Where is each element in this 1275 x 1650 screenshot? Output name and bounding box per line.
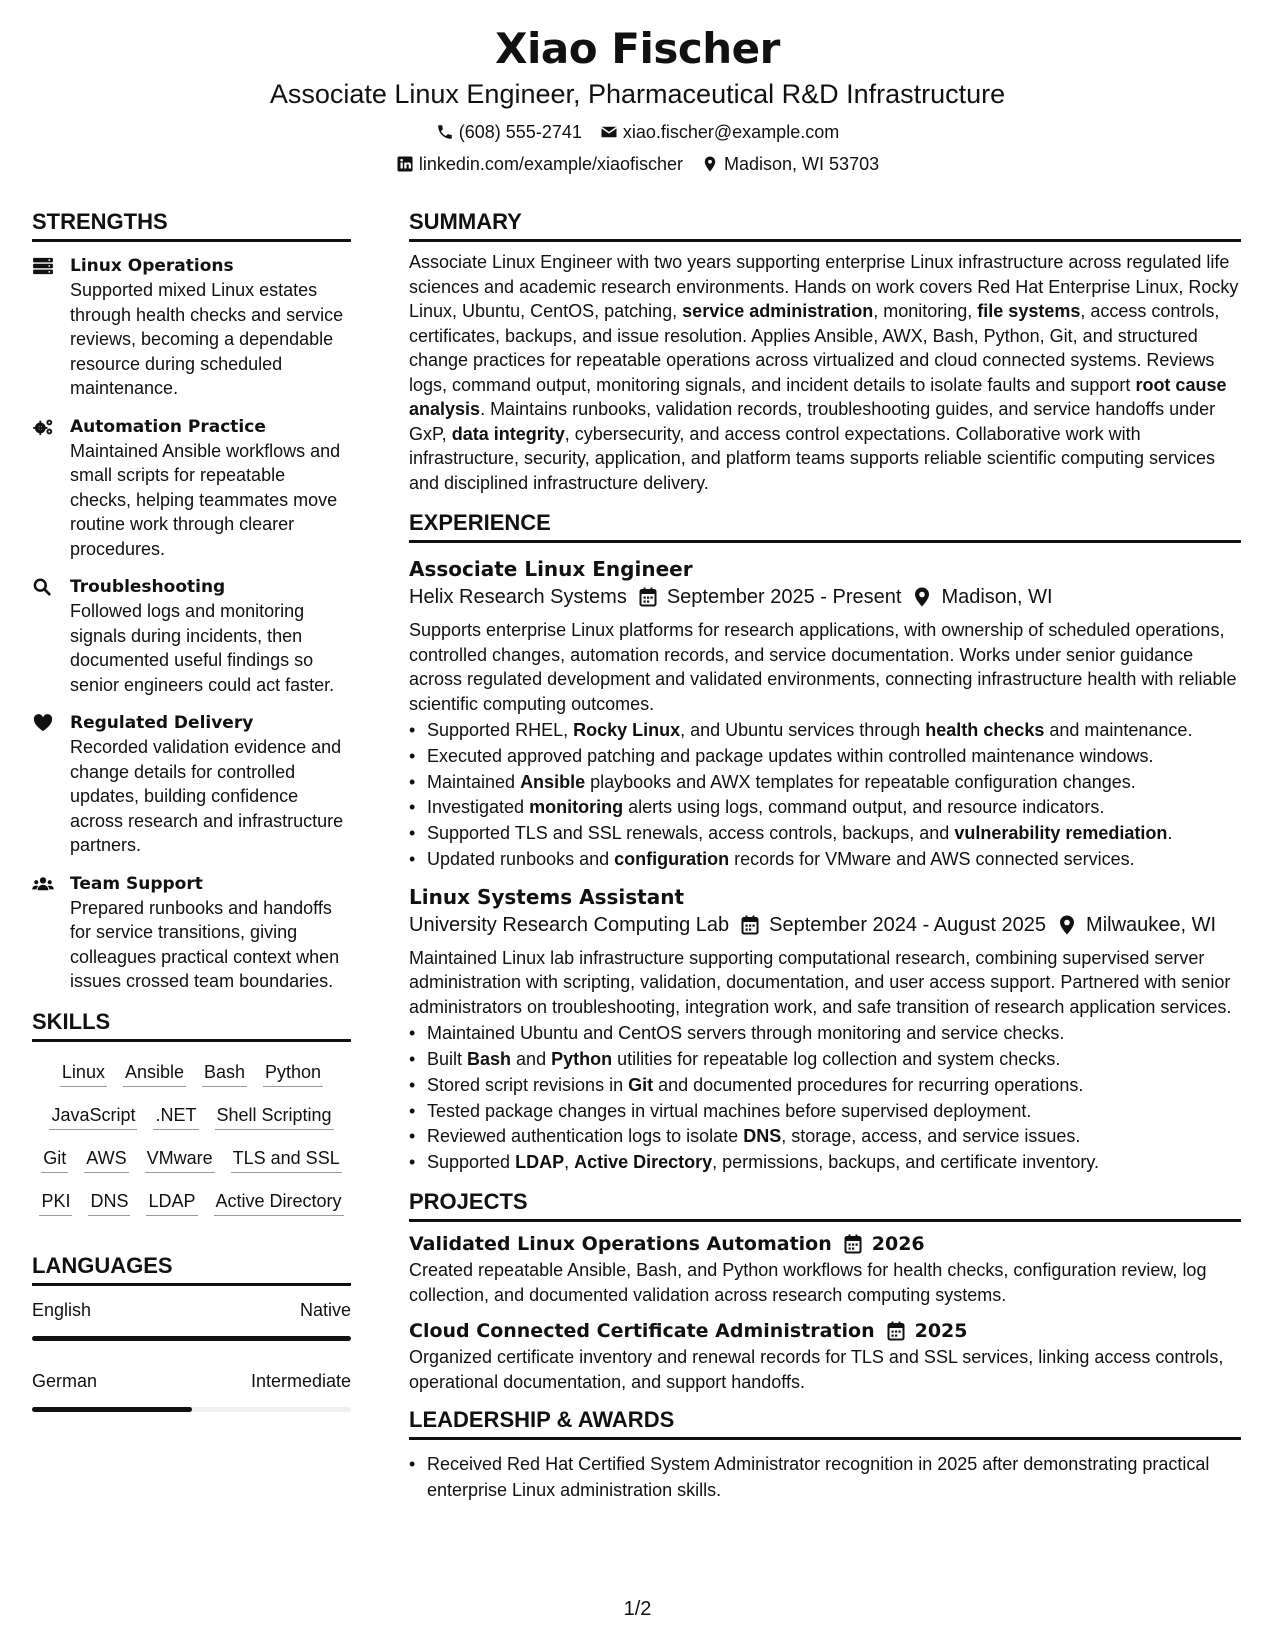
project-entry bbox=[409, 1317, 1241, 1394]
text-run: Associate Linux Engineer with two years supporting enterprise Linux infrastructure across regulated life sciences and academic research environments. Hands on work covers Red Hat Enterprise Linux, Rocky Linux, Ubuntu, CentOS, patching, bbox=[409, 252, 1239, 321]
page-number: 1/2 bbox=[623, 1598, 652, 1620]
calendar-icon bbox=[741, 915, 759, 935]
skill-tag: Ansible bbox=[123, 1060, 186, 1087]
bold-keyword: file systems bbox=[977, 301, 1081, 321]
job-bullet bbox=[409, 1124, 1241, 1150]
strength-desc: Prepared runbooks and handoffs for service transitions, giving colleagues practical context when issues crossed team boundaries. bbox=[70, 897, 340, 991]
project-year-text: 2025 bbox=[914, 1320, 968, 1343]
text-run: Executed approved patching and package updates within controlled maintenance windows. bbox=[427, 745, 1154, 766]
gears-icon bbox=[32, 415, 58, 562]
skill-tag: PKI bbox=[39, 1189, 72, 1216]
skill-tag: AWS bbox=[84, 1146, 128, 1173]
summary-heading: SUMMARY bbox=[409, 208, 1241, 242]
text-run: alerts using logs, command output, and resource indicators. bbox=[623, 797, 1105, 818]
skill-row bbox=[32, 1189, 351, 1216]
job-bullet bbox=[409, 847, 1241, 873]
job-company: University Research Computing Lab bbox=[409, 913, 730, 936]
job-dates-text: September 2024 - August 2025 bbox=[769, 913, 1047, 936]
skill-tag: Python bbox=[263, 1060, 323, 1087]
job-dates-text: September 2025 - Present bbox=[666, 586, 902, 608]
strengths-list bbox=[32, 254, 351, 994]
skills-list bbox=[32, 1054, 351, 1216]
skill-tag: DNS bbox=[88, 1189, 130, 1216]
strength-desc: Supported mixed Linux estates through health checks and service reviews, becoming a dependable resource during scheduled maintenance. bbox=[70, 280, 344, 398]
job-meta bbox=[409, 911, 1241, 939]
text-run: Reviewed authentication logs to isolate bbox=[427, 1126, 744, 1147]
right-column bbox=[409, 208, 1241, 1504]
project-year bbox=[887, 1317, 968, 1345]
summary-text bbox=[409, 250, 1241, 495]
strength-body bbox=[70, 711, 351, 858]
project-name: Cloud Connected Certificate Administration bbox=[409, 1320, 875, 1343]
email-text: xiao.fischer@example.com bbox=[622, 122, 840, 142]
job-dates bbox=[639, 583, 902, 611]
text-run: Supported bbox=[427, 1152, 516, 1173]
strength-title: Troubleshooting bbox=[70, 577, 226, 597]
languages-heading: LANGUAGES bbox=[32, 1252, 351, 1286]
job-entry bbox=[409, 555, 1241, 873]
job-entry bbox=[409, 883, 1241, 1176]
job-bullet bbox=[409, 718, 1241, 744]
text-run: records for VMware and AWS connected services. bbox=[729, 848, 1135, 869]
bold-keyword: Active Directory bbox=[574, 1152, 713, 1173]
envelope-icon bbox=[600, 123, 618, 141]
job-bullet bbox=[409, 821, 1241, 847]
bold-keyword: LDAP bbox=[515, 1152, 565, 1173]
job-title: Associate Linux Engineer bbox=[409, 557, 693, 581]
text-run: , monitoring, bbox=[873, 301, 978, 321]
project-description: Organized certificate inventory and renewal records for TLS and SSL services, linking access controls, operational documentation, and support handoffs. bbox=[409, 1347, 1224, 1392]
language-name: English bbox=[32, 1299, 92, 1320]
text-run: , storage, access, and service issues. bbox=[781, 1126, 1081, 1147]
text-run: . Maintains runbooks, validation records, troubleshooting guides, and service handoffs under GxP, bbox=[409, 399, 1216, 444]
heart-icon bbox=[32, 711, 58, 858]
resume-header bbox=[0, 22, 1275, 176]
bold-keyword: Rocky Linux bbox=[573, 720, 681, 740]
job-bullet bbox=[409, 1073, 1241, 1099]
skill-tag: Shell Scripting bbox=[215, 1103, 334, 1130]
text-run: Investigated bbox=[427, 797, 530, 818]
bold-keyword: Git bbox=[628, 1074, 654, 1095]
strength-title: Linux Operations bbox=[70, 256, 234, 276]
map-pin-icon bbox=[701, 155, 719, 173]
text-run: Supported RHEL, bbox=[427, 720, 574, 740]
location-text: Madison, WI 53703 bbox=[724, 154, 880, 174]
project-title bbox=[409, 1317, 1241, 1345]
job-location bbox=[913, 583, 1052, 611]
strength-body bbox=[70, 575, 351, 697]
text-run: Maintained Ubuntu and CentOS servers through monitoring and service checks. bbox=[427, 1023, 1065, 1044]
strength-desc: Followed logs and monitoring signals during incidents, then documented useful findings so senior engineers could act faster. bbox=[70, 601, 335, 695]
linkedin-text: linkedin.com/example/xiaofischer bbox=[418, 154, 684, 174]
job-description: Supports enterprise Linux platforms for research applications, with ownership of scheduled operations, controlled changes, automation records, and service documentation. Works under senior guidance across regulated development and validated environments, connecting infrastructure health with reliable scientific computing outcomes. bbox=[409, 620, 1237, 714]
candidate-headline: Associate Linux Engineer, Pharmaceutical R&D Infrastructure bbox=[269, 79, 1006, 109]
job-location-text: Milwaukee, WI bbox=[1086, 913, 1217, 936]
skill-tag: Active Directory bbox=[214, 1189, 344, 1216]
text-run: utilities for repeatable log collection and system checks. bbox=[612, 1049, 1061, 1070]
language-name: German bbox=[32, 1370, 98, 1391]
bold-keyword: Ansible bbox=[520, 771, 586, 792]
job-bullet bbox=[409, 1047, 1241, 1073]
language-level: Native bbox=[299, 1299, 351, 1320]
text-run: Tested package changes in virtual machines before supervised deployment. bbox=[427, 1100, 1032, 1121]
job-location-text: Madison, WI bbox=[941, 586, 1053, 608]
job-title: Linux Systems Assistant bbox=[409, 884, 685, 909]
text-run: and maintenance. bbox=[1044, 720, 1193, 740]
language-proficiency-fill bbox=[32, 1336, 351, 1341]
job-bullet bbox=[409, 770, 1241, 796]
text-run: . bbox=[1167, 823, 1173, 844]
job-bullet bbox=[409, 1150, 1241, 1176]
job-meta bbox=[409, 583, 1241, 611]
job-bullet bbox=[409, 744, 1241, 770]
skill-tag: JavaScript bbox=[49, 1103, 137, 1130]
left-column bbox=[32, 208, 351, 1412]
skill-tag: VMware bbox=[145, 1146, 215, 1173]
contact-row-2 bbox=[0, 152, 1275, 176]
projects-list bbox=[409, 1230, 1241, 1394]
strength-title: Team Support bbox=[70, 873, 203, 894]
strengths-heading: STRENGTHS bbox=[32, 208, 351, 242]
bold-keyword: Python bbox=[551, 1049, 613, 1070]
strength-item bbox=[32, 254, 351, 401]
projects-heading: PROJECTS bbox=[409, 1188, 1241, 1222]
text-run: Updated runbooks and bbox=[427, 848, 615, 869]
strength-item bbox=[32, 575, 351, 697]
language-proficiency-bar bbox=[32, 1336, 351, 1341]
users-icon bbox=[32, 872, 58, 994]
contact-email[interactable] bbox=[600, 120, 839, 144]
bold-keyword: service administration bbox=[682, 301, 874, 321]
leadership-list bbox=[409, 1452, 1241, 1504]
project-year-text: 2026 bbox=[871, 1233, 925, 1256]
bold-keyword: data integrity bbox=[451, 423, 565, 444]
calendar-icon bbox=[887, 1321, 905, 1341]
skill-row bbox=[32, 1103, 351, 1130]
experience-heading: EXPERIENCE bbox=[409, 509, 1241, 543]
job-company: Helix Research Systems bbox=[409, 586, 627, 608]
calendar-icon bbox=[844, 1234, 862, 1254]
project-year bbox=[844, 1230, 925, 1258]
bold-keyword: health checks bbox=[925, 720, 1045, 740]
skill-tag: Bash bbox=[202, 1060, 247, 1087]
phone-text: (608) 555-2741 bbox=[458, 122, 582, 142]
server-icon bbox=[32, 254, 58, 401]
strength-body bbox=[70, 254, 351, 401]
strength-item bbox=[32, 872, 351, 994]
job-bullet bbox=[409, 1021, 1241, 1047]
text-run: Maintained bbox=[427, 771, 521, 792]
text-run: , permissions, backups, and certificate inventory. bbox=[712, 1152, 1099, 1173]
bold-keyword: Bash bbox=[467, 1049, 512, 1070]
strength-desc: Recorded validation evidence and change details for controlled updates, building confidence across research and infrastructure partners. bbox=[70, 737, 344, 855]
leadership-heading: LEADERSHIP & AWARDS bbox=[409, 1406, 1241, 1440]
experience-list bbox=[409, 555, 1241, 1176]
bold-keyword: root cause analysis bbox=[409, 374, 1227, 419]
job-bullet bbox=[409, 795, 1241, 821]
strength-body bbox=[70, 872, 351, 994]
strength-item bbox=[32, 415, 351, 562]
language-row bbox=[32, 1298, 351, 1322]
contact-row-1 bbox=[0, 120, 1275, 144]
bold-keyword: vulnerability remediation bbox=[954, 823, 1168, 844]
map-pin-icon bbox=[1058, 915, 1076, 935]
candidate-name: Xiao Fischer bbox=[495, 24, 780, 73]
text-run: , access controls, certificates, backups, and issue resolution. Applies Ansible, AWX, Bash, Python, Git, and structured change practices for repeatable operations across virtualized and cloud connected systems. Reviews logs, command output, monitoring signals, and incident details to isolate faults and support bbox=[409, 301, 1220, 395]
strength-desc: Maintained Ansible workflows and small scripts for repeatable checks, helping teammates move routine work through clearer procedures. bbox=[70, 440, 341, 559]
skill-row bbox=[32, 1060, 351, 1087]
job-location bbox=[1058, 911, 1216, 939]
job-bullets bbox=[409, 1021, 1241, 1176]
contact-linkedin[interactable] bbox=[396, 152, 683, 176]
text-run: , bbox=[564, 1152, 575, 1173]
calendar-icon bbox=[639, 587, 657, 607]
phone-icon bbox=[436, 123, 454, 141]
text-run: , cybersecurity, and access control expectations. Collaborative work with infrastructure, security, application, and platform teams supports reliable scientific computing services and disciplined infrastructure delivery. bbox=[409, 423, 1216, 493]
skill-tag: .NET bbox=[153, 1103, 198, 1130]
job-description: Maintained Linux lab infrastructure supporting computational research, combining supervised server administration with scripting, validation, documentation, and user access support. Partnered with senior administrators on troubleshooting, integration work, and safe transition of research application services. bbox=[409, 947, 1232, 1017]
bold-keyword: DNS bbox=[743, 1126, 782, 1147]
project-description: Created repeatable Ansible, Bash, and Python workflows for health checks, configuration review, log collection, and documented validation across research computing systems. bbox=[409, 1260, 1207, 1305]
language-row bbox=[32, 1369, 351, 1393]
skill-tag: Linux bbox=[60, 1060, 107, 1087]
linkedin-icon bbox=[396, 155, 414, 173]
map-pin-icon bbox=[913, 587, 931, 607]
text-run: Stored script revisions in bbox=[427, 1074, 629, 1095]
job-dates bbox=[741, 911, 1046, 939]
text-run: , and Ubuntu services through bbox=[680, 720, 926, 740]
contact-phone[interactable] bbox=[436, 120, 582, 144]
text-run: Supported TLS and SSL renewals, access controls, backups, and bbox=[427, 823, 955, 844]
skill-tag: LDAP bbox=[146, 1189, 197, 1216]
job-bullet bbox=[409, 1099, 1241, 1125]
strength-title: Regulated Delivery bbox=[70, 713, 254, 733]
language-proficiency-fill bbox=[32, 1407, 192, 1412]
skills-heading: SKILLS bbox=[32, 1008, 351, 1042]
project-entry bbox=[409, 1230, 1241, 1307]
project-title bbox=[409, 1230, 1241, 1258]
skill-row bbox=[32, 1146, 351, 1173]
language-level: Intermediate bbox=[250, 1370, 351, 1391]
leadership-item: • Received Red Hat Certified System Administrator recognition in 2025 after demonstrating practical enterprise Linux administration skills. bbox=[409, 1452, 1241, 1504]
project-name: Validated Linux Operations Automation bbox=[409, 1233, 832, 1256]
bold-keyword: configuration bbox=[614, 848, 730, 869]
text-run: Built bbox=[427, 1049, 468, 1070]
languages-list bbox=[32, 1298, 351, 1412]
skill-tag: TLS and SSL bbox=[231, 1146, 342, 1173]
text-run: playbooks and AWX templates for repeatable configuration changes. bbox=[585, 771, 1136, 792]
language-proficiency-bar bbox=[32, 1407, 351, 1412]
strength-title: Automation Practice bbox=[70, 416, 266, 437]
bold-keyword: monitoring bbox=[529, 797, 624, 818]
job-bullets bbox=[409, 718, 1241, 873]
search-icon bbox=[32, 575, 58, 697]
strength-item bbox=[32, 711, 351, 858]
skill-tag: Git bbox=[41, 1146, 68, 1173]
contact-location bbox=[701, 152, 879, 176]
text-run: and documented procedures for recurring operations. bbox=[653, 1074, 1084, 1095]
strength-body bbox=[70, 415, 351, 562]
text-run: and bbox=[511, 1049, 552, 1070]
